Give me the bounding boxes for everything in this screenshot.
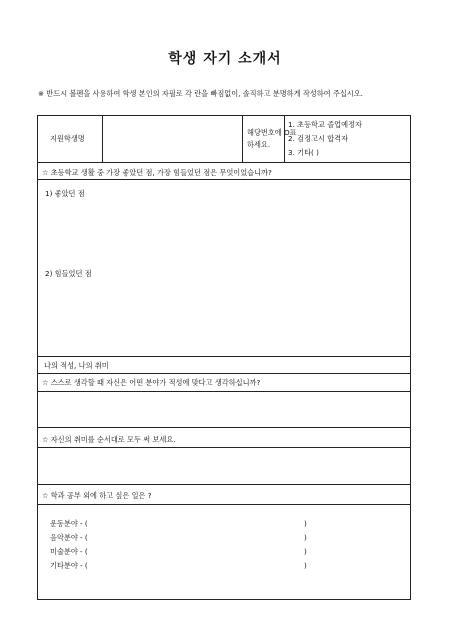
good-points-label: 1) 좋았던 점 bbox=[45, 189, 85, 198]
field-other-label: 기타분야 - ( bbox=[50, 561, 88, 570]
field-sports-label: 운동분야 - ( bbox=[50, 519, 88, 528]
field-other-close: ) bbox=[304, 561, 307, 570]
field-sports-close: ) bbox=[304, 519, 307, 528]
divider bbox=[38, 391, 410, 392]
applicant-name-label: 지원학생명 bbox=[50, 134, 85, 143]
choice-prompt-line2: 하세요. bbox=[247, 140, 271, 149]
divider bbox=[242, 116, 243, 162]
divider bbox=[38, 447, 410, 448]
divider bbox=[102, 116, 103, 162]
divider bbox=[38, 356, 410, 357]
field-music-label: 음악분야 - ( bbox=[50, 533, 88, 542]
question-aptitude: ☆ 스스로 생각할 때 자신은 어떤 분야가 적성에 맞다고 생각하십니까? bbox=[42, 378, 261, 387]
divider bbox=[38, 162, 410, 163]
divider bbox=[38, 504, 410, 505]
hard-points-label: 2) 힘들었던 점 bbox=[45, 269, 92, 278]
good-points-answer[interactable] bbox=[45, 201, 405, 261]
question-school-life: ☆ 초등학교 생활 중 가장 좋았던 점, 가장 힘들었던 점은 무엇이었습니까? bbox=[42, 168, 272, 177]
field-art-label: 미술분야 - ( bbox=[50, 547, 88, 556]
instruction-notice: ※ 반드시 볼펜을 사용하여 학생 본인의 자필로 각 란을 빠짐없이, 솔직하고 분명하게 작성하여 주십시오. bbox=[38, 89, 363, 98]
hard-points-answer[interactable] bbox=[45, 281, 405, 351]
divider bbox=[38, 373, 410, 374]
question-hobbies: ☆ 자신의 취미를 순서대로 모두 써 보세요. bbox=[42, 435, 176, 444]
divider bbox=[38, 484, 410, 485]
divider bbox=[38, 179, 410, 180]
self-introduction-form bbox=[37, 115, 411, 600]
option-ged[interactable]: 2. 검정고시 합격자 bbox=[288, 134, 349, 143]
divider bbox=[38, 427, 410, 428]
choice-prompt-line1: 해당번호에 O표 bbox=[247, 128, 297, 137]
field-art-close: ) bbox=[304, 547, 307, 556]
option-graduate[interactable]: 1. 초등학교 졸업예정자 bbox=[288, 120, 362, 129]
page-title: 학생 자기 소개서 bbox=[168, 51, 282, 67]
field-music-close: ) bbox=[304, 533, 307, 542]
section-aptitude-hobby: 나의 적성, 나의 취미 bbox=[44, 361, 109, 370]
hobbies-answer[interactable] bbox=[44, 452, 404, 480]
aptitude-answer[interactable] bbox=[44, 396, 404, 424]
option-other[interactable]: 3. 기타( ) bbox=[288, 148, 319, 157]
divider bbox=[284, 116, 285, 162]
question-extra-activities: ☆ 학과 공부 외에 하고 싶은 일은 ? bbox=[42, 491, 152, 500]
